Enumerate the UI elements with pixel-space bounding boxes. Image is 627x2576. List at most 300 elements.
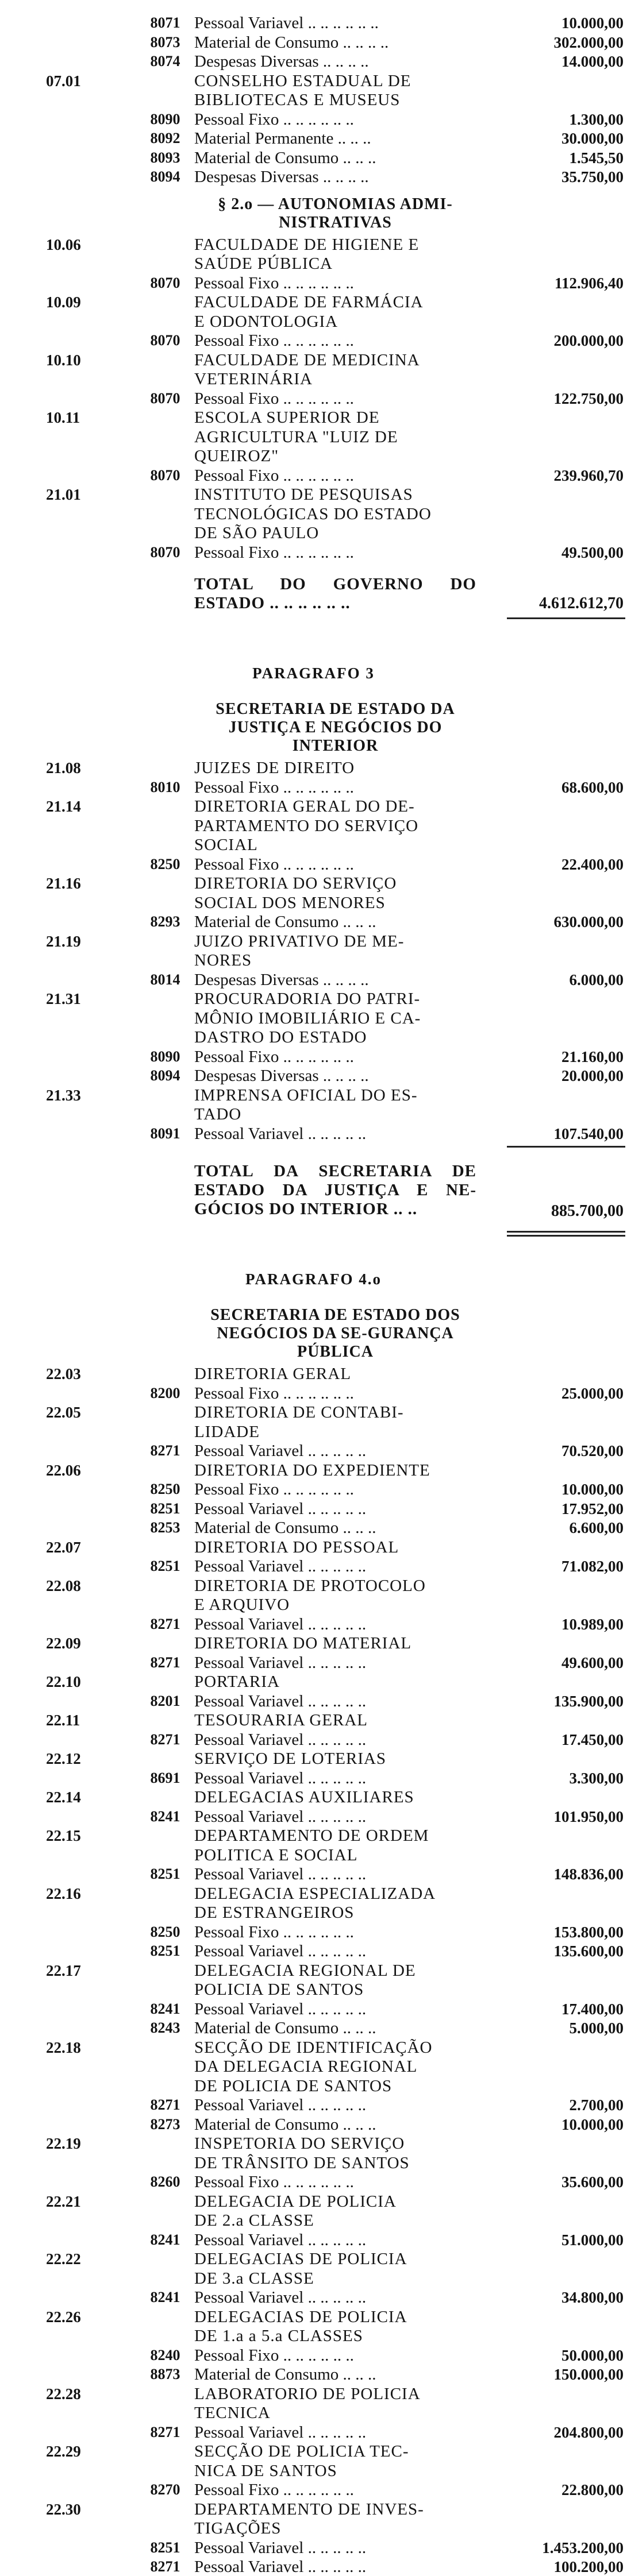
budget-row bbox=[0, 370, 627, 388]
item-description: Pessoal Variavel .. .. .. .. .. bbox=[194, 1499, 367, 1518]
budget-row bbox=[0, 428, 627, 446]
budget-row bbox=[0, 1480, 627, 1499]
item-description: Material de Consumo .. .. .. bbox=[194, 1519, 376, 1537]
budget-row bbox=[0, 2442, 627, 2461]
budget-row bbox=[0, 2308, 627, 2326]
item-description: E ARQUIVO bbox=[194, 1596, 290, 1614]
section-code: 22.10 bbox=[46, 1673, 81, 1690]
item-description: Pessoal Fixo .. .. .. .. .. .. bbox=[194, 110, 354, 129]
item-value: 22.400,00 bbox=[561, 855, 624, 873]
item-value: 6.000,00 bbox=[569, 971, 624, 988]
item-description: FACULDADE DE HIGIENE E bbox=[194, 235, 420, 254]
item-code: 8270 bbox=[150, 2481, 180, 2498]
item-description: Pessoal Fixo .. .. .. .. .. .. bbox=[194, 273, 354, 292]
total-rule bbox=[507, 617, 625, 619]
item-value: 10.000,00 bbox=[561, 2115, 624, 2133]
budget-row bbox=[0, 1769, 627, 1787]
item-description: Pessoal Variavel .. .. .. .. .. bbox=[194, 2423, 367, 2442]
item-description: Pessoal Variavel .. .. .. .. .. .. bbox=[194, 14, 379, 32]
item-description: INSPETORIA DO SERVIÇO bbox=[194, 2134, 405, 2153]
section-code: 22.06 bbox=[46, 1461, 81, 1479]
budget-row bbox=[0, 2019, 627, 2037]
section-code: 21.14 bbox=[46, 798, 81, 815]
item-description: QUEIROZ" bbox=[194, 447, 279, 465]
item-value: 35.750,00 bbox=[561, 168, 624, 186]
item-description: SOCIAL bbox=[194, 836, 258, 854]
item-value: 200.000,00 bbox=[553, 332, 624, 349]
item-code: 8251 bbox=[150, 1942, 180, 1959]
budget-row bbox=[0, 2250, 627, 2268]
item-value: 100.200,00 bbox=[553, 2558, 624, 2575]
item-description: SECÇÃO DE IDENTIFICAÇÃO bbox=[194, 2038, 433, 2057]
budget-row bbox=[0, 2269, 627, 2288]
budget-row bbox=[0, 2462, 627, 2480]
budget-row bbox=[0, 1673, 627, 1691]
budget-row bbox=[0, 2000, 627, 2018]
item-value: 68.600,00 bbox=[561, 778, 624, 796]
item-code: 8200 bbox=[150, 1384, 180, 1401]
budget-row bbox=[0, 2558, 627, 2576]
item-value: 6.600,00 bbox=[569, 1519, 624, 1536]
budget-row bbox=[0, 351, 627, 369]
budget-row bbox=[0, 2423, 627, 2442]
budget-row bbox=[0, 129, 627, 148]
item-value: 49.600,00 bbox=[561, 1654, 624, 1671]
section-code: 22.28 bbox=[46, 2385, 81, 2403]
budget-row bbox=[0, 1365, 627, 1383]
item-value: 10.000,00 bbox=[561, 1481, 624, 1498]
item-description: IMPRENSA OFICIAL DO ES- bbox=[194, 1086, 418, 1104]
item-description: Pessoal Variavel .. .. .. .. .. bbox=[194, 1442, 367, 1460]
budget-row bbox=[0, 2192, 627, 2211]
budget-row bbox=[0, 524, 627, 542]
item-description: TIGAÇÕES bbox=[194, 2519, 282, 2538]
item-code: 8074 bbox=[150, 53, 180, 69]
budget-row bbox=[0, 168, 627, 186]
item-code: 8070 bbox=[150, 332, 180, 349]
budget-row bbox=[0, 1731, 627, 1749]
item-description: DELEGACIAS DE POLICIA bbox=[194, 2250, 407, 2268]
section-code: 22.14 bbox=[46, 1789, 81, 1806]
item-description: FACULDADE DE FARMÁCIA bbox=[194, 293, 424, 311]
budget-row bbox=[0, 293, 627, 311]
section-code: 21.19 bbox=[46, 932, 81, 950]
budget-row bbox=[0, 1067, 627, 1085]
item-code: 8243 bbox=[150, 2019, 180, 2036]
item-description: DE ESTRANGEIROS bbox=[194, 1903, 355, 1922]
item-description: Pessoal Fixo .. .. .. .. .. .. bbox=[194, 389, 354, 408]
budget-row bbox=[0, 2404, 627, 2422]
budget-row bbox=[0, 389, 627, 408]
item-description: POLICIA DE SANTOS bbox=[194, 1980, 364, 1999]
budget-row bbox=[0, 894, 627, 912]
item-description: LIDADE bbox=[194, 1422, 260, 1441]
budget-row bbox=[0, 485, 627, 504]
item-value: 21.160,00 bbox=[561, 1048, 624, 1065]
item-description: Pessoal Variavel .. .. .. .. .. bbox=[194, 2538, 367, 2557]
item-value: 20.000,00 bbox=[561, 1067, 624, 1084]
item-description: Pessoal Variavel .. .. .. .. .. bbox=[194, 1557, 367, 1575]
item-description: Despesas Diversas .. .. .. .. bbox=[194, 52, 369, 71]
budget-row bbox=[0, 1009, 627, 1028]
item-description: NICA DE SANTOS bbox=[194, 2461, 337, 2480]
item-description: DELEGACIAS DE POLICIA bbox=[194, 2307, 407, 2326]
item-value: 25.000,00 bbox=[561, 1384, 624, 1402]
item-description: AGRICULTURA "LUIZ DE bbox=[194, 427, 398, 446]
budget-row bbox=[0, 14, 627, 32]
item-description: DE SÃO PAULO bbox=[194, 524, 320, 542]
item-description: CONSELHO ESTADUAL DE bbox=[194, 71, 411, 90]
item-code: 8014 bbox=[150, 971, 180, 988]
item-code: 8240 bbox=[150, 2346, 180, 2363]
item-value: 35.600,00 bbox=[561, 2173, 624, 2191]
item-description: Pessoal Variavel .. .. .. .. .. bbox=[194, 1124, 367, 1143]
budget-row bbox=[0, 1557, 627, 1575]
item-code: 8251 bbox=[150, 1866, 180, 1882]
item-description: SECÇÃO DE POLICIA TEC- bbox=[194, 2442, 409, 2461]
item-code: 8241 bbox=[150, 1808, 180, 1825]
item-description: DIRETORIA GERAL bbox=[194, 1365, 352, 1383]
item-description: Material de Consumo .. .. .. bbox=[194, 148, 376, 167]
item-value: 10.989,00 bbox=[561, 1615, 624, 1633]
section-code: 22.11 bbox=[46, 1712, 80, 1729]
budget-row bbox=[0, 2134, 627, 2153]
budget-row bbox=[0, 1654, 627, 1672]
budget-row bbox=[0, 1923, 627, 1941]
budget-row bbox=[0, 874, 627, 893]
budget-row bbox=[0, 2327, 627, 2345]
item-code: 8273 bbox=[150, 2115, 180, 2133]
item-description: Pessoal Variavel .. .. .. .. .. bbox=[194, 2230, 367, 2249]
item-value: 204.800,00 bbox=[553, 2423, 624, 2441]
item-description: Pessoal Fixo .. .. .. .. .. .. bbox=[194, 466, 354, 485]
item-code: 8090 bbox=[150, 1048, 180, 1065]
budget-row bbox=[0, 466, 627, 485]
item-description: DEPARTAMENTO DE ORDEM bbox=[194, 1826, 429, 1845]
budget-row bbox=[0, 2173, 627, 2191]
item-value: 101.950,00 bbox=[553, 1808, 624, 1825]
item-description: Pessoal Variavel .. .. .. .. .. bbox=[194, 1942, 367, 1960]
item-value: 30.000,00 bbox=[561, 130, 624, 147]
item-code: 8241 bbox=[150, 2000, 180, 2017]
section-code: 22.22 bbox=[46, 2250, 81, 2268]
item-description: PARTAMENTO DO SERVIÇO bbox=[194, 816, 419, 835]
budget-row bbox=[0, 235, 627, 254]
item-description: DASTRO DO ESTADO bbox=[194, 1028, 367, 1046]
item-description: VETERINÁRIA bbox=[194, 370, 313, 388]
budget-row bbox=[0, 1519, 627, 1537]
budget-row bbox=[0, 778, 627, 797]
item-description: DELEGACIA REGIONAL DE bbox=[194, 1961, 416, 1980]
section-code: 22.19 bbox=[46, 2135, 81, 2152]
budget-row bbox=[0, 274, 627, 292]
item-code: 8293 bbox=[150, 913, 180, 930]
item-description: TECNICA bbox=[194, 2404, 271, 2422]
budget-row bbox=[0, 2365, 627, 2384]
item-value: 71.082,00 bbox=[561, 1558, 624, 1575]
budget-row bbox=[0, 1461, 627, 1480]
item-description: Pessoal Fixo .. .. .. .. .. .. bbox=[194, 855, 354, 874]
budget-row bbox=[0, 331, 627, 350]
budget-row bbox=[0, 110, 627, 129]
paragrafo-3-title: SECRETARIA DE ESTADO DA JUSTIÇA E NEGÓCIOS DO INTERIOR bbox=[216, 700, 455, 755]
item-description: Pessoal Variavel .. .. .. .. .. bbox=[194, 2288, 367, 2307]
item-description: Pessoal Fixo .. .. .. .. .. .. bbox=[194, 543, 354, 562]
item-value: 49.500,00 bbox=[561, 543, 624, 561]
item-value: 112.906,40 bbox=[554, 274, 624, 292]
budget-row bbox=[0, 1500, 627, 1518]
item-code: 8271 bbox=[150, 1615, 180, 1632]
item-description: FACULDADE DE MEDICINA bbox=[194, 350, 420, 369]
budget-row bbox=[0, 2346, 627, 2365]
item-description: Pessoal Variavel .. .. .. .. .. bbox=[194, 1768, 367, 1787]
budget-row bbox=[0, 447, 627, 465]
item-value: 302.000,00 bbox=[553, 33, 624, 51]
item-code: 8691 bbox=[150, 1769, 180, 1786]
item-code: 8070 bbox=[150, 274, 180, 291]
item-code: 8093 bbox=[150, 149, 180, 166]
item-value: 70.520,00 bbox=[561, 1442, 624, 1459]
budget-row bbox=[0, 1961, 627, 1980]
section-code: 22.15 bbox=[46, 1827, 81, 1844]
item-code: 8094 bbox=[150, 168, 180, 185]
budget-row bbox=[0, 1538, 627, 1557]
item-value: 14.000,00 bbox=[561, 53, 624, 70]
item-description: DELEGACIAS AUXILIARES bbox=[194, 1788, 414, 1806]
item-description: Despesas Diversas .. .. .. .. bbox=[194, 1067, 369, 1085]
total-governo-value: 4.612.612,70 bbox=[539, 594, 624, 612]
item-description: Pessoal Variavel .. .. .. .. .. bbox=[194, 1691, 367, 1710]
budget-row bbox=[0, 1826, 627, 1845]
item-description: Pessoal Fixo .. .. .. .. .. .. bbox=[194, 2346, 354, 2365]
item-description: Pessoal Fixo .. .. .. .. .. .. bbox=[194, 1384, 354, 1403]
budget-row bbox=[0, 1942, 627, 1960]
budget-row bbox=[0, 543, 627, 562]
item-description: JUIZES DE DIREITO bbox=[194, 759, 355, 777]
section-code: 22.18 bbox=[46, 2038, 81, 2056]
section-code: 10.09 bbox=[46, 293, 81, 311]
budget-row bbox=[0, 1903, 627, 1922]
budget-row bbox=[0, 2038, 627, 2057]
item-value: 135.900,00 bbox=[553, 1692, 624, 1710]
item-code: 8250 bbox=[150, 1923, 180, 1940]
budget-row bbox=[0, 1808, 627, 1826]
item-description: Pessoal Fixo .. .. .. .. .. .. bbox=[194, 1480, 354, 1499]
item-description: Pessoal Variavel .. .. .. .. .. bbox=[194, 1999, 367, 2018]
section-code: 21.08 bbox=[46, 759, 81, 777]
item-description: DELEGACIA ESPECIALIZADA bbox=[194, 1884, 436, 1903]
budget-row bbox=[0, 1105, 627, 1123]
item-code: 8253 bbox=[150, 1519, 180, 1536]
budget-row bbox=[0, 836, 627, 854]
item-description: DIRETORIA DO MATERIAL bbox=[194, 1634, 412, 1652]
section-code: 22.16 bbox=[46, 1884, 81, 1902]
item-value: 122.750,00 bbox=[553, 389, 624, 407]
paragrafo-3-total-label: TOTAL DA SECRETARIA DE ESTADO DA JUSTIÇA E NE-GÓCIOS DO INTERIOR .. .. bbox=[194, 1162, 476, 1218]
section-code: 10.06 bbox=[46, 235, 81, 253]
item-code: 8873 bbox=[150, 2366, 180, 2382]
item-description: ESCOLA SUPERIOR DE bbox=[194, 408, 380, 427]
item-value: 50.000,00 bbox=[561, 2346, 624, 2364]
item-description: POLITICA E SOCIAL bbox=[194, 1845, 358, 1864]
item-description: Pessoal Fixo .. .. .. .. .. .. bbox=[194, 2173, 354, 2191]
item-description: DA DELEGACIA REGIONAL bbox=[194, 2057, 418, 2076]
section-code: 22.29 bbox=[46, 2443, 81, 2460]
section-code: 22.12 bbox=[46, 1750, 81, 1767]
budget-row bbox=[0, 1788, 627, 1806]
item-value: 17.400,00 bbox=[561, 2000, 624, 2018]
item-description: SERVIÇO DE LOTERIAS bbox=[194, 1749, 387, 1768]
budget-row bbox=[0, 2154, 627, 2172]
item-description: Pessoal Variavel .. .. .. .. .. bbox=[194, 1865, 367, 1883]
budget-row bbox=[0, 149, 627, 167]
item-code: 8251 bbox=[150, 1500, 180, 1517]
section-code: 07.01 bbox=[46, 72, 81, 90]
item-description: Material de Consumo .. .. .. bbox=[194, 2365, 376, 2384]
item-code: 8271 bbox=[150, 2096, 180, 2113]
item-description: Pessoal Variavel .. .. .. .. .. bbox=[194, 1730, 367, 1749]
item-description: DE 2.a CLASSE bbox=[194, 2211, 314, 2230]
item-description: NORES bbox=[194, 951, 252, 970]
item-value: 17.952,00 bbox=[561, 1500, 624, 1517]
item-description: Despesas Diversas .. .. .. .. bbox=[194, 970, 369, 989]
budget-row bbox=[0, 797, 627, 816]
item-description: Pessoal Variavel .. .. .. .. .. bbox=[194, 1615, 367, 1633]
item-description: Pessoal Variavel .. .. .. .. .. bbox=[194, 1807, 367, 1826]
budget-row bbox=[0, 951, 627, 970]
item-description: Despesas Diversas .. .. .. .. bbox=[194, 168, 369, 186]
budget-row bbox=[0, 1865, 627, 1883]
budget-row bbox=[0, 2500, 627, 2519]
section-code: 22.05 bbox=[46, 1404, 81, 1421]
item-description: DIRETORIA DE CONTABI- bbox=[194, 1403, 404, 1422]
budget-row bbox=[0, 817, 627, 835]
item-description: Material Permanente .. .. .. bbox=[194, 129, 371, 148]
budget-row bbox=[0, 855, 627, 874]
item-code: 8271 bbox=[150, 2423, 180, 2440]
section-code: 21.01 bbox=[46, 486, 81, 503]
budget-row bbox=[0, 1711, 627, 1729]
item-value: 34.800,00 bbox=[561, 2289, 624, 2306]
item-value: 153.800,00 bbox=[553, 1923, 624, 1941]
item-description: DE 1.a a 5.a CLASSES bbox=[194, 2327, 363, 2345]
item-description: Pessoal Variavel .. .. .. .. .. bbox=[194, 2096, 367, 2114]
item-code: 8271 bbox=[150, 2558, 180, 2575]
item-code: 8271 bbox=[150, 1654, 180, 1671]
budget-row bbox=[0, 505, 627, 523]
item-description: DIRETORIA DO PESSOAL bbox=[194, 1538, 399, 1557]
budget-row bbox=[0, 2481, 627, 2499]
total-rule bbox=[507, 1231, 625, 1233]
budget-row bbox=[0, 1028, 627, 1046]
item-value: 1.545,50 bbox=[569, 149, 624, 167]
item-code: 8010 bbox=[150, 778, 180, 795]
section-code: 22.17 bbox=[46, 1961, 81, 1979]
section-code: 22.26 bbox=[46, 2308, 81, 2326]
paragrafo-4-title: SECRETARIA DE ESTADO DOS NEGÓCIOS DA SE-GURANÇA PÚBLICA bbox=[210, 1306, 460, 1361]
budget-row bbox=[0, 2519, 627, 2538]
section-code: 22.09 bbox=[46, 1635, 81, 1652]
item-description: DE TRÂNSITO DE SANTOS bbox=[194, 2153, 410, 2172]
item-description: PROCURADORIA DO PATRI- bbox=[194, 990, 421, 1008]
budget-row bbox=[0, 759, 627, 777]
budget-row bbox=[0, 2385, 627, 2403]
section-code: 10.10 bbox=[46, 351, 81, 369]
budget-row bbox=[0, 33, 627, 52]
item-code: 8090 bbox=[150, 110, 180, 128]
budget-row bbox=[0, 1403, 627, 1422]
item-description: Material de Consumo .. .. .. bbox=[194, 2115, 376, 2134]
budget-row bbox=[0, 52, 627, 71]
section-code: 10.11 bbox=[46, 409, 80, 426]
section-code: 22.30 bbox=[46, 2500, 81, 2518]
section-code: 21.33 bbox=[46, 1086, 81, 1104]
item-value: 107.540,00 bbox=[553, 1125, 624, 1142]
budget-row bbox=[0, 91, 627, 109]
item-code: 8250 bbox=[150, 855, 180, 872]
budget-row bbox=[0, 312, 627, 331]
item-code: 8094 bbox=[150, 1067, 180, 1084]
item-code: 8070 bbox=[150, 466, 180, 484]
section-code: 22.03 bbox=[46, 1365, 81, 1382]
item-description: Pessoal Fixo .. .. .. .. .. .. bbox=[194, 1047, 354, 1066]
item-description: DE POLICIA DE SANTOS bbox=[194, 2076, 393, 2095]
budget-row bbox=[0, 2231, 627, 2249]
paragrafo-3-heading: PARAGRAFO 3 bbox=[252, 665, 375, 682]
budget-row bbox=[0, 1048, 627, 1066]
paragrafo-4-heading: PARAGRAFO 4.o bbox=[245, 1270, 382, 1288]
item-description: JUIZO PRIVATIVO DE ME- bbox=[194, 932, 405, 951]
item-description: Material de Consumo .. .. .. .. bbox=[194, 33, 389, 52]
item-description: DIRETORIA DO EXPEDIENTE bbox=[194, 1461, 430, 1480]
total-rule-double bbox=[507, 1235, 625, 1237]
item-description: DEPARTAMENTO DE INVES- bbox=[194, 2500, 424, 2519]
item-description: TESOURARIA GERAL bbox=[194, 1711, 368, 1729]
item-code: 8251 bbox=[150, 2539, 180, 2556]
item-code: 8201 bbox=[150, 1692, 180, 1709]
item-description: BIBLIOTECAS E MUSEUS bbox=[194, 91, 401, 109]
budget-row bbox=[0, 1384, 627, 1403]
item-code: 8250 bbox=[150, 1481, 180, 1497]
budget-row bbox=[0, 1980, 627, 1999]
budget-row bbox=[0, 254, 627, 273]
item-code: 8260 bbox=[150, 2173, 180, 2190]
item-value: 22.800,00 bbox=[561, 2481, 624, 2498]
budget-row bbox=[0, 1423, 627, 1441]
budget-row bbox=[0, 72, 627, 90]
budget-row bbox=[0, 1577, 627, 1595]
item-description: INSTITUTO DE PESQUISAS bbox=[194, 485, 413, 504]
budget-row bbox=[0, 1125, 627, 1143]
item-code: 8091 bbox=[150, 1125, 180, 1142]
item-description: Material de Consumo .. .. .. bbox=[194, 2019, 376, 2037]
section-heading-autonomias: § 2.o — AUTONOMIAS ADMI-NISTRATIVAS bbox=[218, 195, 453, 231]
budget-row bbox=[0, 932, 627, 951]
budget-row bbox=[0, 2057, 627, 2076]
budget-row bbox=[0, 1749, 627, 1768]
item-code: 8271 bbox=[150, 1731, 180, 1748]
item-value: 51.000,00 bbox=[561, 2231, 624, 2249]
budget-row bbox=[0, 1846, 627, 1864]
item-code: 8070 bbox=[150, 389, 180, 407]
item-description: TADO bbox=[194, 1105, 242, 1123]
budget-row bbox=[0, 1634, 627, 1652]
section-code: 22.07 bbox=[46, 1538, 81, 1556]
item-description: E ODONTOLOGIA bbox=[194, 312, 338, 331]
item-code: 8241 bbox=[150, 2289, 180, 2305]
item-value: 10.000,00 bbox=[561, 14, 624, 32]
item-description: DELEGACIA DE POLICIA bbox=[194, 2192, 397, 2211]
